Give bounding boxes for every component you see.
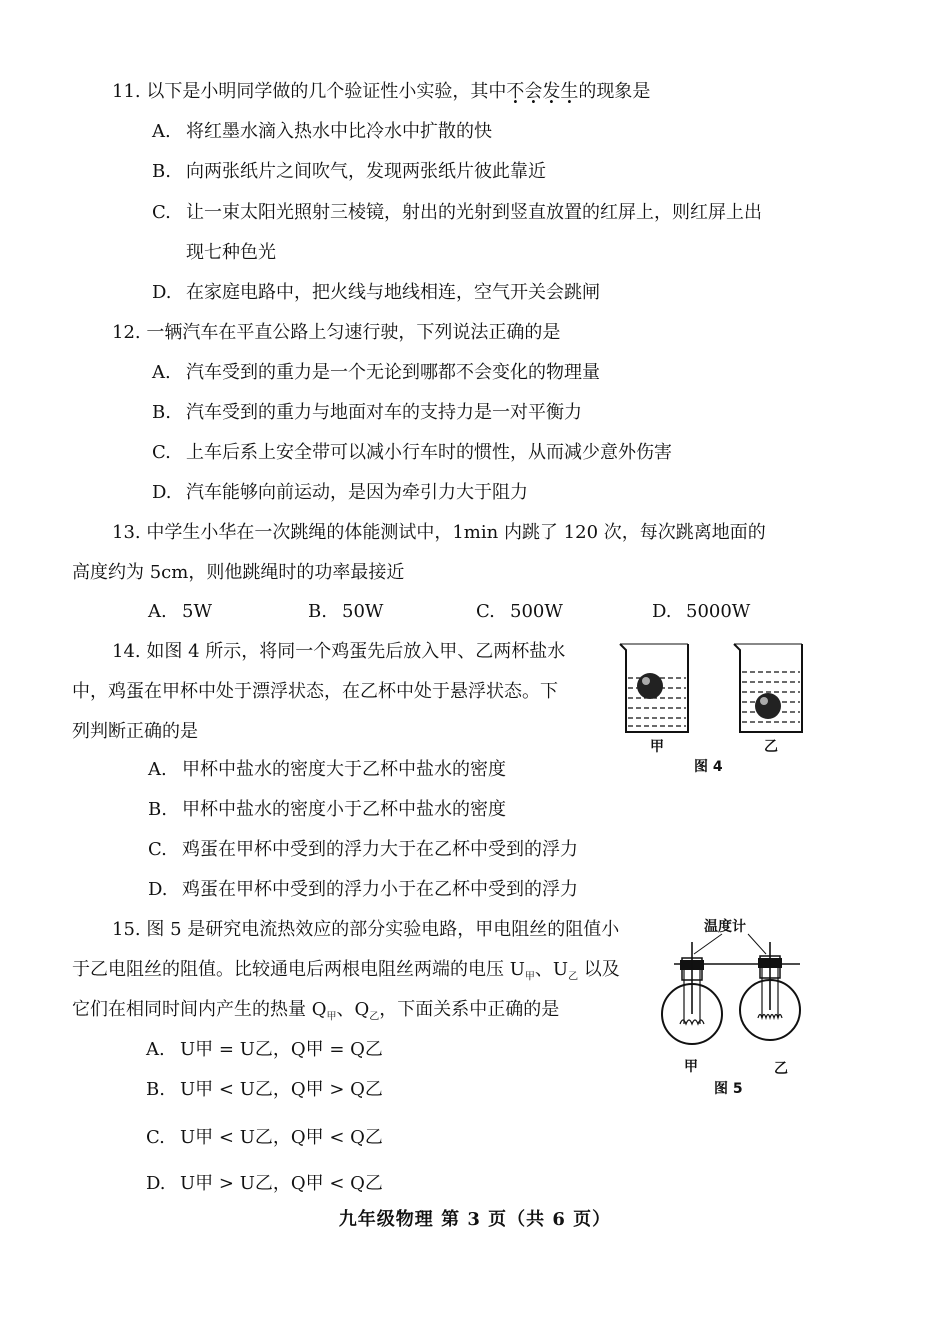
q13-option-c[interactable]: C. 500W xyxy=(476,601,563,622)
q11-option-c-cont: 现七种色光 xyxy=(186,242,276,263)
q13-option-a[interactable]: A. 5W xyxy=(148,601,212,622)
q11-stem: 11. 以下是小明同学做的几个验证性小实验，其中不会发生的现象是 xyxy=(112,81,651,102)
q12-option-d[interactable]: D. 汽车能够向前运动，是因为牵引力大于阻力 xyxy=(152,482,528,503)
q11-option-a[interactable]: A. 将红墨水滴入热水中比冷水中扩散的快 xyxy=(152,121,492,142)
figure-5-label-jia: 甲 xyxy=(684,1059,698,1075)
figure-4-label-yi: 乙 xyxy=(764,739,778,755)
q12-option-c[interactable]: C. 上车后系上安全带可以减小行车时的惯性，从而减少意外伤害 xyxy=(152,442,672,463)
figure-5-thermometer-label: 温度计 xyxy=(704,919,746,935)
q13-stem-line1: 13. 中学生小华在一次跳绳的体能测试中，1min 内跳了 120 次，每次跳离地面的 xyxy=(112,522,766,543)
q14-option-b[interactable]: B. 甲杯中盐水的密度小于乙杯中盐水的密度 xyxy=(148,799,506,820)
q14-option-d[interactable]: D. 鸡蛋在甲杯中受到的浮力小于在乙杯中受到的浮力 xyxy=(148,879,578,900)
flask-yi xyxy=(740,942,800,1040)
figure-5-caption: 图 5 xyxy=(714,1081,743,1097)
q11-option-b[interactable]: B. 向两张纸片之间吹气，发现两张纸片彼此靠近 xyxy=(152,161,546,182)
q12-option-a[interactable]: A. 汽车受到的重力是一个无论到哪都不会变化的物理量 xyxy=(152,362,600,383)
q15-option-d[interactable]: D. U甲 > U乙，Q甲 < Q乙 xyxy=(146,1173,383,1194)
q12-stem: 12. 一辆汽车在平直公路上匀速行驶，下列说法正确的是 xyxy=(112,322,561,343)
emph-char: 会 xyxy=(524,81,543,102)
emph-char: 不 xyxy=(506,81,525,102)
q15-option-b[interactable]: B. U甲 < U乙，Q甲 > Q乙 xyxy=(146,1079,383,1100)
emph-char: 生 xyxy=(560,81,579,102)
q14-stem-line3: 列判断正确的是 xyxy=(72,721,198,742)
q14-stem-line1: 14. 如图 4 所示，将同一个鸡蛋先后放入甲、乙两杯盐水 xyxy=(112,641,566,662)
flask-jia xyxy=(662,942,722,1044)
figure-5-label-yi: 乙 xyxy=(774,1061,788,1077)
figure-4-caption: 图 4 xyxy=(694,759,723,775)
q13-option-b[interactable]: B. 50W xyxy=(308,601,384,622)
q15-stem-line1: 15. 图 5 是研究电流热效应的部分实验电路，甲电阻丝的阻值小 xyxy=(112,919,620,940)
q14-option-a[interactable]: A. 甲杯中盐水的密度大于乙杯中盐水的密度 xyxy=(148,759,506,780)
emph-char: 发 xyxy=(542,81,561,102)
q15-option-a[interactable]: A. U甲 = U乙，Q甲 = Q乙 xyxy=(146,1039,383,1060)
q13-stem-line2: 高度约为 5cm，则他跳绳时的功率最接近 xyxy=(72,562,405,583)
beaker-jia xyxy=(620,644,688,732)
q15-stem-line2: 于乙电阻丝的阻值。比较通电后两根电阻丝两端的电压 $U_甲$、$U_乙$ 以及 xyxy=(72,959,620,983)
figure-4 xyxy=(612,636,822,786)
q11-option-d[interactable]: D. 在家庭电路中，把火线与地线相连，空气开关会跳闸 xyxy=(152,282,600,303)
q15-option-c[interactable]: C. U甲 < U乙，Q甲 < Q乙 xyxy=(146,1127,383,1148)
q14-option-c[interactable]: C. 鸡蛋在甲杯中受到的浮力大于在乙杯中受到的浮力 xyxy=(148,839,578,860)
q11-emphasis xyxy=(506,81,578,102)
page-footer: 九年级物理 第 3 页（共 6 页） xyxy=(338,1209,612,1230)
beaker-yi xyxy=(734,644,802,732)
q13-option-d[interactable]: D. 5000W xyxy=(652,601,751,622)
q12-option-b[interactable]: B. 汽车受到的重力与地面对车的支持力是一对平衡力 xyxy=(152,402,582,423)
figure-5-drawing xyxy=(652,932,812,1082)
q15-stem-line3: 它们在相同时间内产生的热量 $Q_甲$、$Q_乙$，下面关系中正确的是 xyxy=(72,999,560,1023)
q11-option-c[interactable]: C. 让一束太阳光照射三棱镜，射出的光射到竖直放置的红屏上，则红屏上出 xyxy=(152,202,762,223)
figure-4-label-jia: 甲 xyxy=(650,739,664,755)
q14-stem-line2: 中，鸡蛋在甲杯中处于漂浮状态，在乙杯中处于悬浮状态。下 xyxy=(72,681,558,702)
figure-5 xyxy=(652,912,812,1098)
